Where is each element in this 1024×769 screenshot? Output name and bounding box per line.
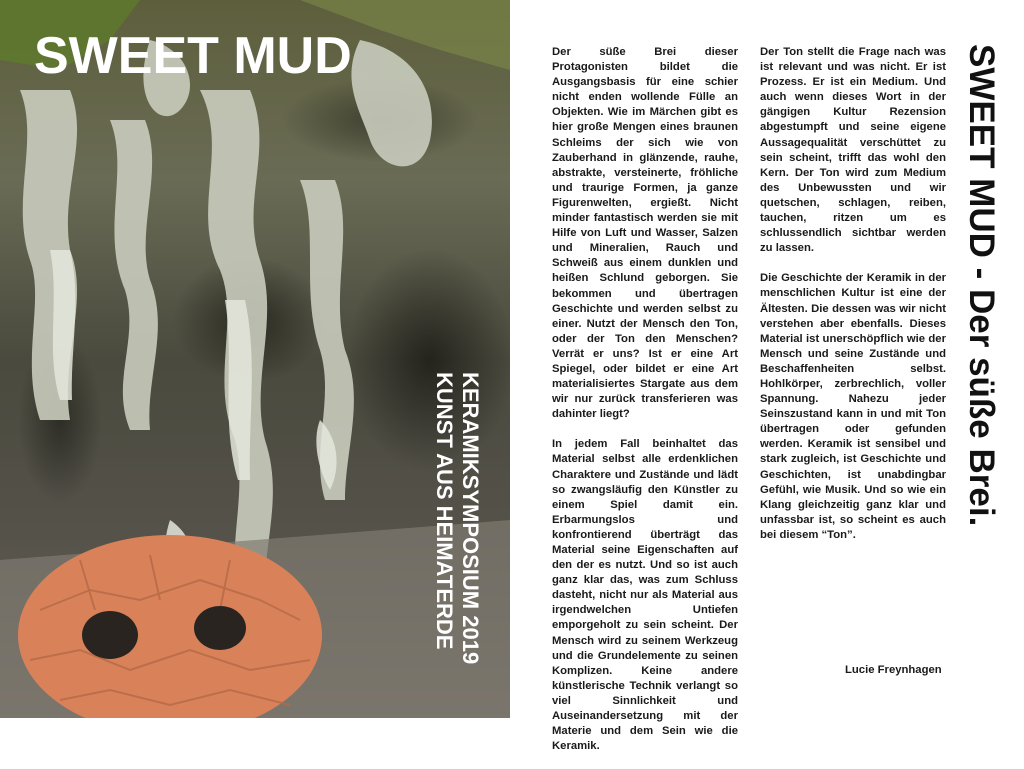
paragraph: Der süße Brei dieser Protagonisten bildet die Ausgangsbasis für eine schier nicht enden wollende Fülle an Objekten. Wie im Märchen gibt es hier große Mengen eines braunen Schleims der sich wie von Zauberhand in glänzende, rauhe, abstrakte, versteinerte, fröhliche und traurige Formen, ja ganze Figurenwelten, ergießt. Nicht minder fantastisch werden sie mit Hilfe von Luft und Wasser, Salzen und Mineralien, Rauch und Schweiß aus einem dunklen und heißen Schlund geborgen. Sie bekommen und übertragen Geschichte und werden selbst zu einer. Nutzt der Mensch den Ton, oder der Ton den Menschen? Verrät er uns? Ist er eine Art Spiegel, oder bildet er eine Art materialisiertes Stargate aus dem wir nur zurück transferieren was dahinter liegt? xyxy=(552,46,738,421)
author-name: Lucie Freynhagen xyxy=(845,664,942,676)
cover-title: SWEET MUD xyxy=(34,27,352,85)
cover-subtitle-line1: KERAMIKSYMPOSIUM 2019 xyxy=(458,372,483,665)
cover-photo xyxy=(0,0,510,718)
cover-subtitle-line2: KUNST AUS HEIMATERDE xyxy=(432,372,457,650)
article-side-title: SWEET MUD - Der süße Brei. xyxy=(962,44,1001,527)
article-column-2 xyxy=(760,45,946,558)
paragraph: In jedem Fall beinhaltet das Material selbst alle erdenklichen Charaktere und Zustände und lädt so zwangsläufig den Künstler zu einem Spiel damit ein. Erbarmungslos und konfrontierend überträgt das Material seine Eigenschaften auf den der es nutzt. Und so ist auch ganz klar das, was zum Schluss dasteht, nicht nur als Material aus irgendwelchen Untiefen emporgeholt zu sein scheint. Der Mensch wird zu seinem Werkzeug und die Grundelemente zu seinen Komplizen. Keine andere künstlerische Technik verlangt so viel Sinnlichkeit und Auseinandersetzung mit der Materie und dem Sein wie die Keramik. xyxy=(552,438,738,753)
paragraph: Der Ton stellt die Frage nach was ist relevant und was nicht. Er ist Prozess. Er ist ein Medium. Und auch wenn dieses Wort in der gängigen Kultur Rezension abgestumpft und seine eigene Aussagequalität verschüttet zu sein scheint, trifft das wohl den Kern. Der Ton wird zum Medium des Unbewussten und wir quetschen, schlagen, reiben, tauchen, ritzen um es schlussendlich sichtbar werden zu lassen. xyxy=(760,46,946,255)
article-column-1 xyxy=(552,45,738,769)
cover-subtitle xyxy=(431,372,483,692)
paragraph: Die Geschichte der Keramik in der menschlichen Kultur ist eine der Ältesten. Die dessen was wir nicht verstehen aber ebenfalls. Dieses Material ist unerschöpflich wie der Mensch und seine Zustände und Beschaffenheiten selbst. Hohlkörper, zerbrechlich, voller Spannung. Nahezu jeder Seinszustand kann in und mit Ton übertragen oder gefunden werden. Keramik ist sensibel und stark zugleich, ist Geschichte und Geschichten, ist unabdingbar Gefühl, wie Musik. Und so wie ein Klang gleichzeitig ganz klar und unfassbar ist, so scheint es auch bei diesem “Ton”. xyxy=(760,272,946,541)
